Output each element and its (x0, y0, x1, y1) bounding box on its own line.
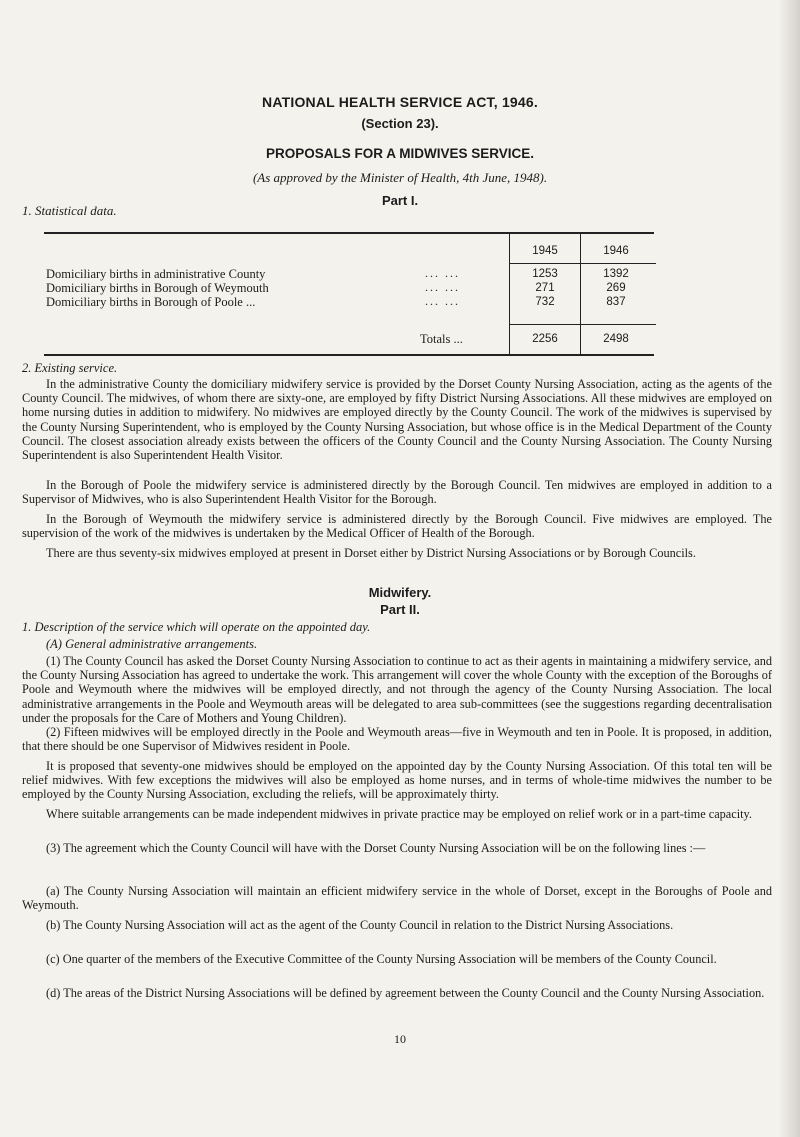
part-one-heading: Part I. (381, 193, 419, 208)
part2-paragraph-3: It is proposed that seventy-one midwives should be employed on the appointed day by the County Nursing Association. Of this total ten will be relief midwives. With few exceptions the midwives will also be employed as home nurses, and in terms of whole-time midwives the number to be employed by the County Nursing Association, excluding the reliefs, will be approximately thirty. (22, 759, 772, 802)
existing-paragraph-4: There are thus seventy-six midwives employed at present in Dorset either by District Nursing Associations or by Borough Councils. (46, 546, 696, 560)
row-label-weymouth: Domiciliary births in Borough of Weymouth (46, 281, 269, 295)
agreement-item-b: (b) The County Nursing Association will act as the agent of the County Council in relation to the District Nursing Associations. (46, 918, 674, 932)
agreement-item-a: (a) The County Nursing Association will maintain an efficient midwifery service in the whole of Dorset, except in the Boroughs of Poole and Weymouth. (22, 884, 772, 913)
row-label-county: Domiciliary births in administrative County (46, 267, 266, 281)
part2-paragraph-2: (2) Fifteen midwives will be employed directly in the Poole and Weymouth areas—five in Weymouth and ten in Poole. It is proposed, in addition, that there should be one Supervisor of Midwives resident in Poole. (22, 725, 772, 754)
row-label-poole: Domiciliary births in Borough of Poole ... (46, 295, 256, 309)
existing-paragraph-3: In the Borough of Weymouth the midwifery service is administered directly by the Borough Council. Five midwives are employed. The supervision of the work of the midwives is undertaken by the Medical Officer of Health of the Borough. (22, 512, 772, 541)
page-number: 10 (394, 1032, 406, 1046)
act-title: NATIONAL HEALTH SERVICE ACT, 1946. (262, 94, 538, 110)
cell-poole-1946: 837 (606, 296, 626, 308)
agreement-item-c: (c) One quarter of the members of the Executive Committee of the County Nursing Association will be members of the County Council. (46, 952, 717, 966)
row-dots: ... ... (425, 294, 460, 308)
existing-paragraph-1: In the administrative County the domiciliary midwifery service is provided by the Dorset County Nursing Association, acting as the agents of the County Council. The midwives, of whom there are sixty-one, are employed by fifty District Nursing Associations. All these midwives are employed on home nursing duties in addition to midwifery. No midwives are employed directly by the County Council. The work of the midwives is supervised by the County Nursing Superintendent, who is employed by the County Nursing Association, but whose office is in the Medical Department of the County Council. The closest association already exists between the officers of the County Council and the County Nursing Association. The County Nursing Superintendent is also Superintendent Health Visitor. (22, 377, 772, 463)
part2-paragraph-5: (3) The agreement which the County Council will have with the Dorset County Nursing Association will be on the following lines :— (46, 841, 706, 855)
cell-poole-1945: 732 (535, 296, 555, 308)
col-header-1945: 1945 (532, 245, 558, 257)
row-dots: ... ... (425, 266, 460, 280)
page-title: PROPOSALS FOR A MIDWIVES SERVICE. (265, 146, 535, 161)
total-1946: 2498 (603, 333, 629, 345)
total-1945: 2256 (532, 333, 558, 345)
table-bottom-rule (44, 354, 654, 356)
table-top-rule (44, 232, 654, 234)
table-header-rule (510, 263, 656, 264)
existing-service-heading: 2. Existing service. (22, 361, 118, 375)
cell-weymouth-1945: 271 (535, 282, 555, 294)
approval-note: (As approved by the Minister of Health, 4th June, 1948). (252, 170, 548, 185)
col-header-1946: 1946 (603, 245, 629, 257)
row-dots: ... ... (425, 280, 460, 294)
cell-county-1946: 1392 (603, 268, 629, 280)
totals-label: Totals ... (420, 332, 463, 346)
cell-weymouth-1946: 269 (606, 282, 626, 294)
general-arrangements-heading: (A) General administrative arrangements. (46, 637, 258, 651)
service-description-heading: 1. Description of the service which will operate on the appointed day. (22, 620, 371, 634)
section-reference: (Section 23). (361, 116, 439, 131)
cell-county-1945: 1253 (532, 268, 558, 280)
part2-paragraph-1: (1) The County Council has asked the Dorset County Nursing Association to continue to act as their agents in maintaining a midwifery service, and the County Nursing Association has agreed to undertake the work. This arrangement will cover the whole County with the exception of the Boroughs of Poole and Weymouth where the midwives will be employed directly, and not through the agency of the County Nursing Association. The local administrative arrangements in the Poole and Weymouth areas will be delegated to area sub-committees (see the suggestions regarding decentralisation under the proposals for the Care of Mothers and Young Children). (22, 654, 772, 725)
table-totals-rule (510, 324, 656, 325)
midwifery-heading: Midwifery. (368, 585, 432, 600)
agreement-item-d: (d) The areas of the District Nursing Associations will be defined by agreement between the County Council and the County Nursing Association. (46, 986, 765, 1000)
existing-paragraph-2: In the Borough of Poole the midwifery service is administered directly by the Borough Council. Ten midwives are employed in addition to a Supervisor of Midwives, who is also Superintendent Health Visitor for the Borough. (22, 478, 772, 507)
part2-paragraph-4: Where suitable arrangements can be made independent midwives in private practice may be employed on relief work or in a part-time capacity. (46, 807, 752, 821)
statistical-data-heading: 1. Statistical data. (22, 203, 117, 218)
part-two-heading: Part II. (380, 602, 420, 617)
